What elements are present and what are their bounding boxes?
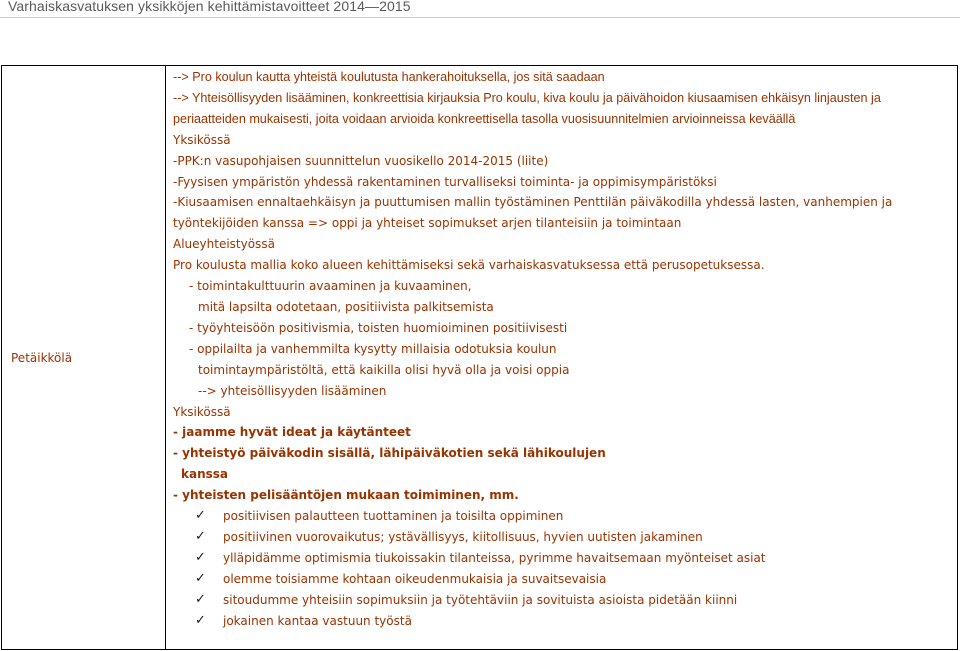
text-line: -PPK:n vasupohjaisen suunnittelun vuosikello 2014-2015 (liite) — [173, 153, 549, 168]
checklist-item — [173, 548, 957, 569]
checklist-item — [173, 527, 957, 548]
text-line: -Kiusaamisen ennaltaehkäisyn ja puuttumisen mallin työstäminen Penttilän päiväkodilla yhdessä lasten, vanhempien ja — [173, 195, 893, 210]
checkmark-icon: ✓ — [195, 591, 206, 607]
checklist-item — [173, 569, 957, 590]
text-line: -Fyysisen ympäristön yhdessä rakentaminen turvalliseksi toiminta- ja oppimisympäristöksi — [173, 174, 717, 189]
text-line: toimintaympäristöltä, että kaikilla olisi hyvä olla ja voisi oppia — [198, 362, 570, 377]
checklist-item-text: positiivisen palautteen tuottaminen ja toisilta oppiminen — [223, 509, 564, 524]
checklist-item-text: jokainen kantaa vastuun työstä — [223, 613, 412, 628]
page-header-title: Varhaiskasvatuksen yksikköjen kehittämistavoitteet 2014—2015 — [8, 0, 411, 14]
checklist-item — [173, 506, 957, 527]
text-line: --> Yhteisöllisyyden lisääminen, konkreettisia kirjauksia Pro koulu, kiva koulu ja päivähoidon kiusaamisen ehkäisyn linjausten ja — [173, 90, 881, 105]
text-line: - jaamme hyvät ideat ja käytänteet — [173, 425, 411, 440]
text-line: - oppilailta ja vanhemmilta kysytty millaisia odotuksia koulun — [189, 341, 557, 356]
text-line: työntekijöiden kanssa => oppi ja yhteiset sopimukset arjen tilanteisiin ja toimintaan — [173, 216, 682, 231]
goals-content — [166, 66, 957, 631]
text-line: - yhteistyö päiväkodin sisällä, lähipäiväkotien sekä lähikoulujen — [173, 446, 606, 461]
checkmark-icon: ✓ — [195, 549, 206, 565]
unit-cell — [2, 66, 166, 650]
text-line: - toimintakulttuurin avaaminen ja kuvaaminen, — [189, 279, 472, 294]
text-line: Yksikössä — [173, 404, 231, 419]
text-line: - työyhteisöön positivismia, toisten huomioiminen positiivisesti — [189, 320, 568, 335]
checklist-item-text: olemme toisiamme kohtaan oikeudenmukaisia ja suvaitsevaisia — [223, 571, 607, 586]
text-line: --> yhteisöllisyyden lisääminen — [198, 383, 387, 398]
checkmark-icon: ✓ — [195, 570, 206, 586]
text-line: --> Pro koulun kautta yhteistä koulutusta hankerahoituksella, jos sitä saadaan — [173, 70, 605, 84]
unit-label: Petäikkölä — [11, 350, 73, 365]
checkmark-icon: ✓ — [195, 528, 206, 544]
checkmark-icon: ✓ — [195, 612, 206, 628]
text-line: mitä lapsilta odotetaan, positiivista palkitsemista — [198, 299, 494, 314]
checklist-item-text: positiivinen vuorovaikutus; ystävällisyys, kiitollisuus, hyvien uutisten jakaminen — [223, 529, 703, 544]
checkmark-icon: ✓ — [195, 508, 206, 524]
text-line: periaatteiden mukaisesti, joita voidaan arvioida konkreettisella tasolla vuosisuunnitelmien arvioinneissa keväällä — [173, 111, 796, 126]
text-line: Pro koulusta mallia koko alueen kehittämiseksi sekä varhaiskasvatuksessa että perusopetuksessa. — [173, 258, 765, 273]
text-line: Yksikössä — [173, 132, 231, 147]
header-rule — [0, 17, 960, 18]
text-line: kanssa — [181, 467, 229, 482]
table-row — [2, 66, 958, 650]
checklist-item — [173, 590, 957, 611]
checklist-item-text: ylläpidämme optimismia tiukoissakin tilanteissa, pyrimme havaitsemaan myönteiset asiat — [223, 550, 766, 565]
text-line: - yhteisten pelisääntöjen mukaan toimiminen, mm. — [173, 488, 519, 503]
goals-cell — [166, 66, 958, 650]
checklist-item — [173, 611, 957, 632]
goals-table — [1, 65, 958, 650]
checklist-item-text: sitoudumme yhteisiin sopimuksiin ja työtehtäviin ja sovituista asioista pidetään kiinni — [223, 592, 738, 607]
text-line: Alueyhteistyössä — [173, 237, 275, 252]
